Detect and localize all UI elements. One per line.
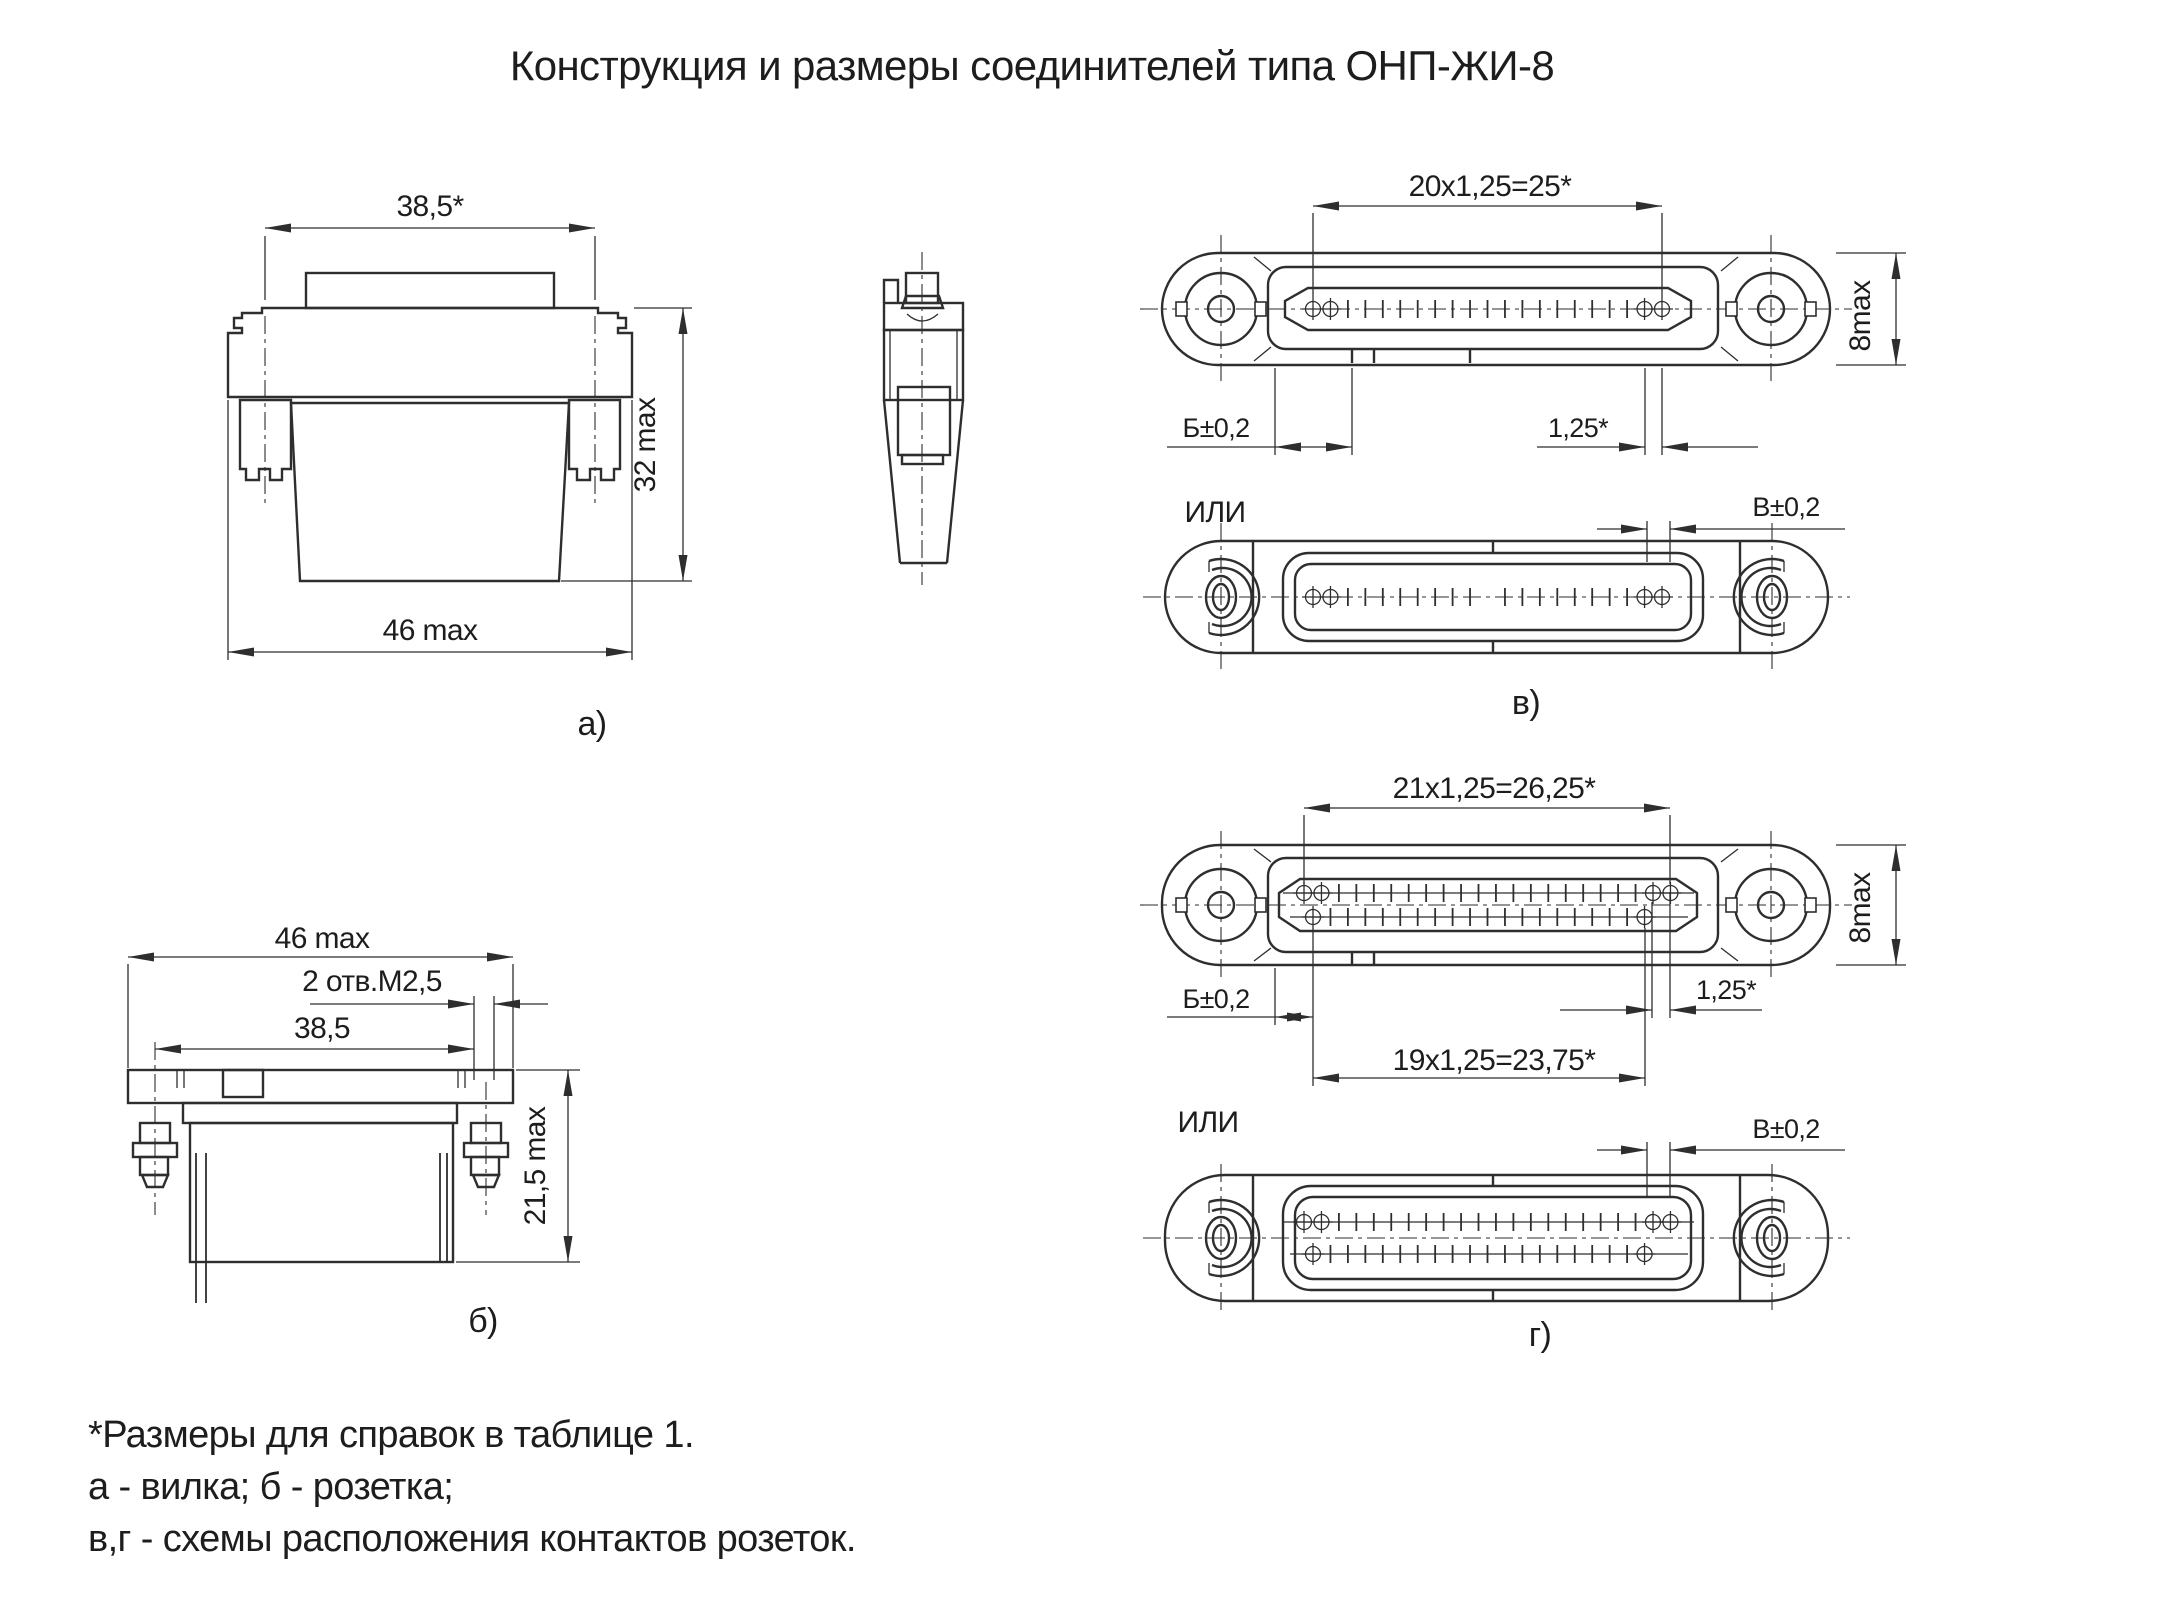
dim-b-width: 46 max bbox=[274, 922, 370, 955]
view-v-contacts bbox=[1140, 170, 1906, 722]
connector-g-screw-ears bbox=[1140, 831, 1852, 979]
view-g-contacts bbox=[1140, 772, 1906, 1354]
dim-g-span-row1: 21х1,25=26,25* bbox=[1392, 772, 1596, 805]
dim-v-height: 8max bbox=[1844, 280, 1877, 352]
dim-v-b: Б±0,2 bbox=[1182, 413, 1250, 443]
note-line-2: а - вилка; б - розетка; bbox=[88, 1466, 454, 1508]
label-view-g: г) bbox=[1528, 1316, 1552, 1354]
dim-b-height: 21,5 max bbox=[519, 1106, 552, 1226]
page-title: Конструкция и размеры соединителей типа ОНП-ЖИ-8 bbox=[509, 42, 1555, 89]
dim-g-pitch: 1,25* bbox=[1695, 975, 1757, 1005]
connector-g-snap-ears bbox=[1143, 1164, 1850, 1312]
label-v-or: ИЛИ bbox=[1184, 496, 1246, 529]
dim-v-span: 20х1,25=25* bbox=[1408, 170, 1572, 203]
socket-shell bbox=[190, 1123, 453, 1262]
label-view-v: в) bbox=[1511, 684, 1541, 722]
dim-b-holes: 2 отв.М2,5 bbox=[302, 965, 442, 998]
note-line-3: в,г - схемы расположения контактов розеток. bbox=[88, 1518, 856, 1560]
label-view-a: а) bbox=[577, 705, 607, 743]
socket-key-slot bbox=[223, 1070, 263, 1097]
plug-flange bbox=[228, 308, 632, 397]
label-view-b: б) bbox=[468, 1302, 498, 1340]
dim-v-pitch: 1,25* bbox=[1547, 413, 1609, 443]
connector-v-snap-ears bbox=[1143, 523, 1850, 671]
view-b-socket bbox=[128, 922, 580, 1340]
note-line-1: *Размеры для справок в таблице 1. bbox=[88, 1414, 694, 1456]
plug-shell bbox=[291, 403, 569, 581]
dim-g-v: В±0,2 bbox=[1752, 1114, 1820, 1144]
socket-flange bbox=[128, 1070, 513, 1103]
dim-v-v: В±0,2 bbox=[1752, 492, 1820, 522]
dim-g-span-row2: 19х1,25=23,75* bbox=[1392, 1044, 1596, 1077]
dim-g-height: 8max bbox=[1844, 872, 1877, 944]
notes-block bbox=[88, 1414, 856, 1560]
dim-g-b: Б±0,2 bbox=[1182, 984, 1250, 1014]
dim-a-height: 32 max bbox=[629, 397, 662, 493]
dim-a-width-bottom: 46 max bbox=[382, 614, 478, 647]
dim-a-width-top: 38,5* bbox=[396, 190, 464, 223]
plug-top-plate bbox=[306, 273, 554, 308]
view-side-plug bbox=[884, 252, 963, 585]
connector-v-screw-ears bbox=[1140, 235, 1852, 383]
socket-pins bbox=[196, 1153, 447, 1303]
dim-b-hole-spacing: 38,5 bbox=[294, 1012, 350, 1045]
view-a-plug bbox=[228, 190, 692, 743]
label-g-or: ИЛИ bbox=[1177, 1106, 1239, 1139]
